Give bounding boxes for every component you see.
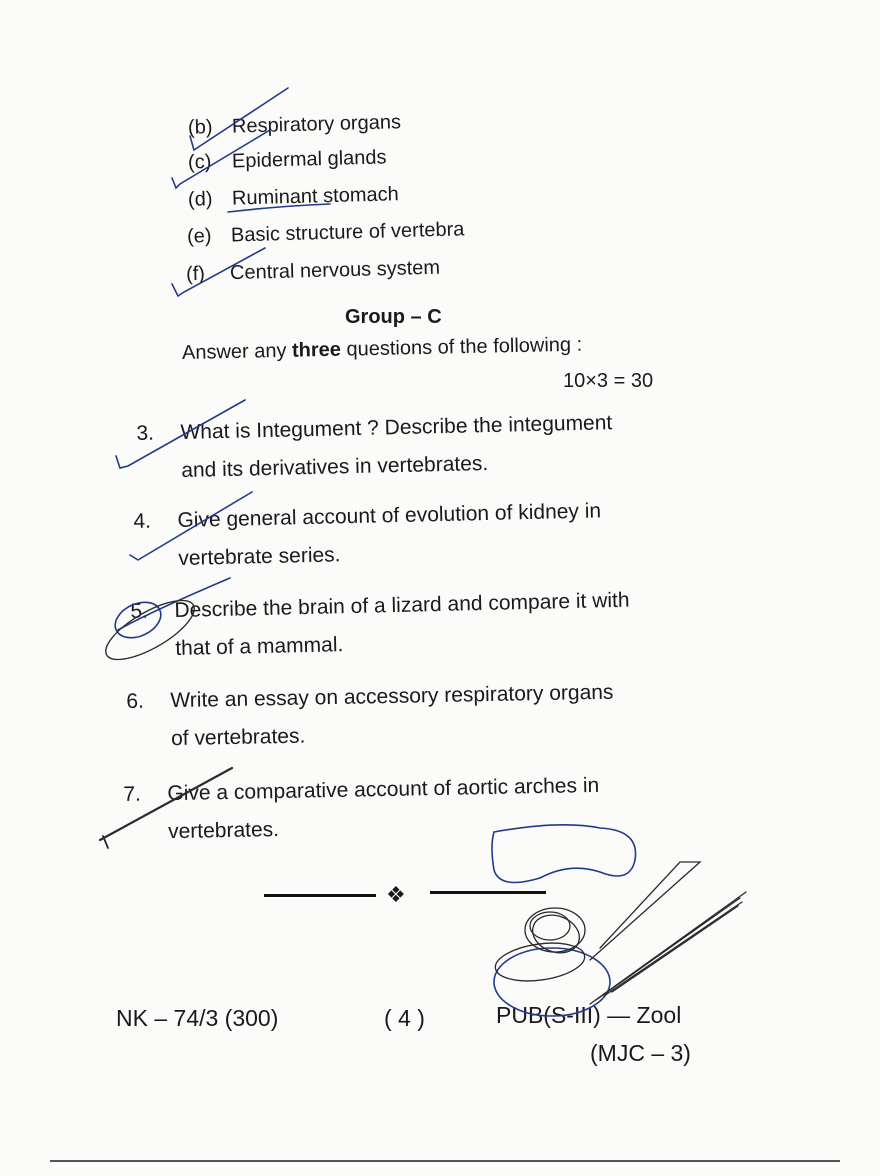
question-number: 4. (133, 509, 152, 533)
sub-item-label: (d) (187, 188, 213, 211)
question-line-2: of vertebrates. (170, 724, 306, 751)
page-edge-line (50, 1160, 840, 1162)
end-ornament (264, 882, 546, 912)
ink-outline-mark (492, 825, 636, 883)
sub-item-text: Central nervous system (229, 256, 441, 285)
divider-line (430, 891, 546, 894)
question-line-2: vertebrate series. (178, 543, 341, 570)
marks-allocation: 10×3 = 30 (563, 370, 654, 392)
question-line-2: and its derivatives in vertebrates. (181, 452, 489, 482)
divider-line (264, 894, 376, 897)
signature-scribble (590, 862, 700, 960)
question-number: 5. (130, 599, 149, 623)
sub-item-b (188, 111, 401, 140)
question-number: 7. (123, 782, 142, 806)
question-line-1: Describe the brain of a lizard and compare it with (174, 588, 630, 622)
question-number: 3. (136, 421, 155, 445)
sub-item-text: Ruminant stomach (231, 183, 399, 210)
question-line-1: Give general account of evolution of kidney in (177, 499, 602, 532)
sub-item-label: (f) (185, 262, 206, 286)
sub-item-label: (b) (187, 116, 213, 139)
sub-item-text: Epidermal glands (231, 146, 387, 173)
footer-page-number: ( 4 ) (384, 1005, 425, 1031)
sub-item-c (188, 146, 387, 174)
question-line-2: that of a mammal. (175, 633, 344, 660)
question-line-1: Give a comparative account of aortic arches in (167, 773, 600, 806)
signature-scribble (525, 908, 585, 952)
footer-paper: PUB(S-III) — Zool (496, 1002, 682, 1028)
sub-item-label: (c) (187, 150, 212, 174)
group-instruction (182, 334, 583, 365)
sub-item-text: Respiratory organs (231, 111, 402, 138)
sub-item-text: Basic structure of vertebra (230, 218, 465, 247)
sub-item-f (186, 257, 441, 287)
instruction-text: questions of the following : (340, 333, 583, 361)
footer-paper-sub: (MJC – 3) (590, 1040, 691, 1066)
footer-code: NK – 74/3 (300) (116, 1005, 279, 1031)
question-number: 6. (126, 689, 145, 713)
instruction-emphasis: three (291, 338, 342, 362)
sub-item-e (187, 218, 465, 248)
question-line-2: vertebrates. (167, 818, 280, 844)
question-line-1: What is Integument ? Describe the integument (180, 411, 613, 444)
instruction-text: Answer any (181, 339, 293, 364)
diamond-ornament-icon: ❖ (386, 882, 406, 907)
sub-item-d (188, 183, 399, 212)
sub-item-label: (e) (186, 224, 212, 248)
question-line-1: Write an essay on accessory respiratory organs (170, 680, 614, 713)
group-title: Group – C (345, 306, 442, 328)
